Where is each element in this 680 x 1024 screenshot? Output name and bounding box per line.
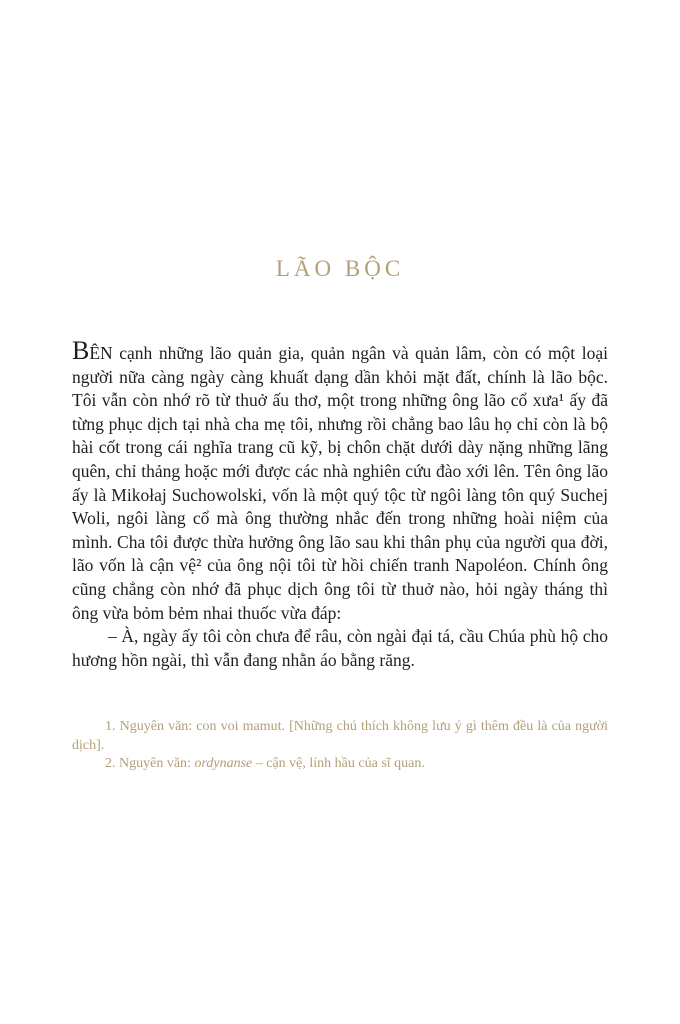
footnote-2-suffix: – cận vệ, lính hầu của sĩ quan. <box>252 756 425 772</box>
footnote-1 <box>72 718 608 755</box>
chapter-title: LÃO BỘC <box>275 256 405 281</box>
footnote-2-italic: ordynanse <box>194 756 253 772</box>
lead-caps-rest: ÊN <box>89 343 113 363</box>
footnote-2 <box>72 755 608 774</box>
footnote-2-text: 2. Nguyên văn: <box>105 756 195 772</box>
footnotes-section <box>72 718 608 774</box>
paragraph-main <box>72 336 608 625</box>
body-text <box>72 336 608 672</box>
footnote-1-text: 1. Nguyên văn: con voi mamut. [Những chú thích không lưu ý gì thêm đều là của người dịch]. <box>72 719 608 753</box>
paragraph-main-text: cạnh những lão quản gia, quản ngân và quản lâm, còn có một loại người nữa càng ngày càng khuất dạng dần khỏi mặt đất, chính là lão bộc. Tôi vẫn còn nhớ rõ từ thuở ấu thơ, một trong những ông lão cổ xưa¹ ấy đã từng phục dịch tại nhà cha mẹ tôi, nhưng rồi chẳng bao lâu họ chỉ còn là bộ hài cốt trong cái nghĩa trang cũ kỹ, bị chôn chặt dưới dày nặng những lãng quên, chỉ thảng hoặc mới được các nhà nghiên cứu đào xới lên. Tên ông lão ấy là Mikołaj Suchowolski, vốn là một quý tộc từ ngôi làng tôn quý Suchej Woli, ngôi làng cổ mà ông thường nhắc đến trong những hoài niệm của mình. Cha tôi được thừa hưởng ông lão sau khi thân phụ của người qua đời, lão vốn là cận vệ² của ông nội tôi từ hồi chiến tranh Napoléon. Chính ông cũng chẳng còn nhớ đã phục dịch ông tôi từ thuở nào, hỏi ngày tháng thì ông vừa bỏm bẻm nhai thuốc vừa đáp: <box>72 343 608 623</box>
lead-capital: B <box>72 336 90 365</box>
paragraph-dialogue: – À, ngày ấy tôi còn chưa để râu, còn ngài đại tá, cầu Chúa phù hộ cho hương hồn ngài, thì vẫn đang nhằn áo bằng răng. <box>72 626 608 670</box>
